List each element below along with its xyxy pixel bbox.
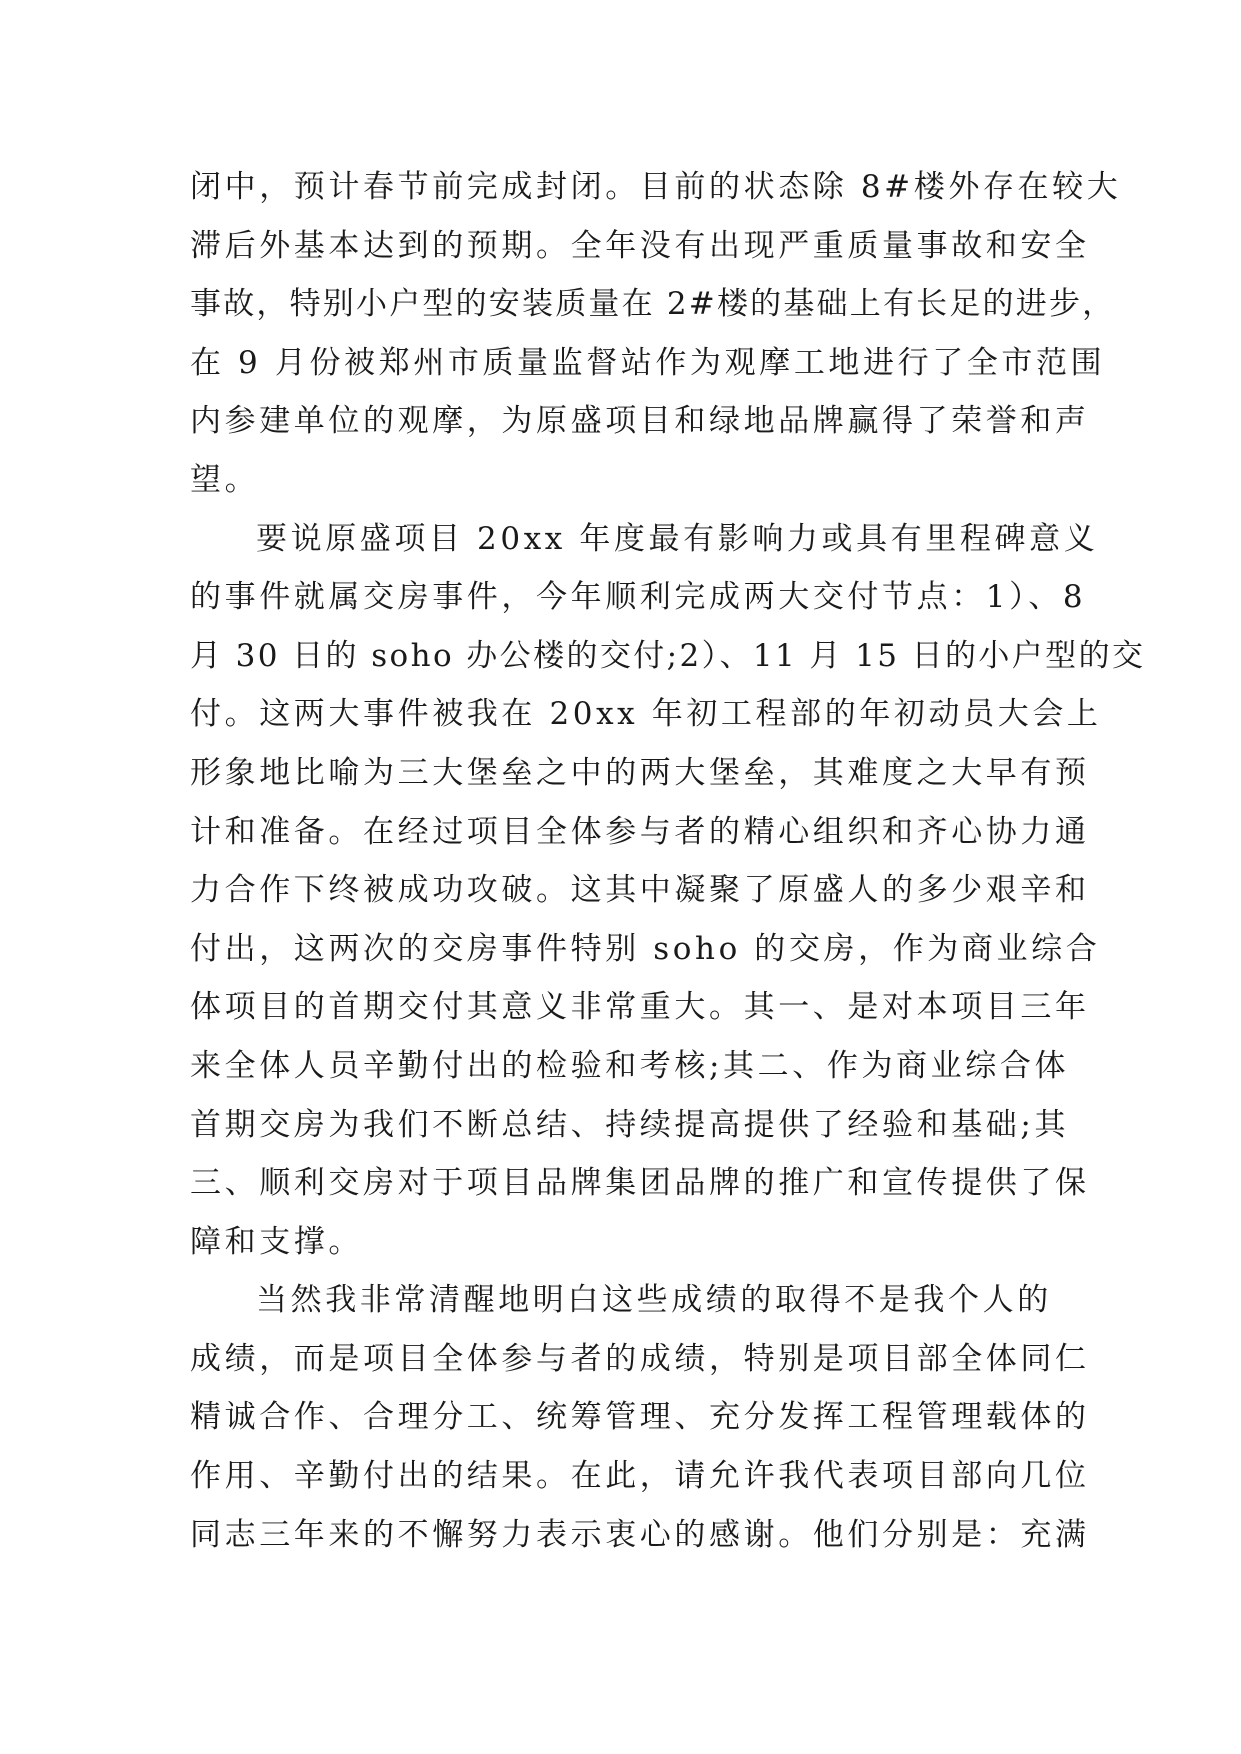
paragraph-1-line-1: 闭中，预计春节前完成封闭。目前的状态除 8#楼外存在较大 bbox=[190, 169, 1122, 205]
paragraph-2-line-3: 月 30 日的 soho 办公楼的交付;2）、11 月 15 日的小户型的交 bbox=[190, 637, 1146, 674]
paragraph-2-line-9: 体项目的首期交付其意义非常重大。其一、是对本项目三年 bbox=[190, 989, 1090, 1026]
paragraph-2-line-6: 计和准备。在经过项目全体参与者的精心组织和齐心协力通 bbox=[190, 813, 1090, 850]
paragraph-1-line-3: 事故，特别小户型的安装质量在 2#楼的基础上有长足的进步， bbox=[190, 286, 1116, 323]
paragraph-2-line-8: 付出，这两次的交房事件特别 soho 的交房，作为商业综合 bbox=[190, 930, 1101, 967]
paragraph-3-line-1: 当然我非常清醒地明白这些成绩的取得不是我个人的 bbox=[256, 1282, 1052, 1319]
paragraph-2-line-5: 形象地比喻为三大堡垒之中的两大堡垒，其难度之大早有预 bbox=[190, 754, 1090, 791]
paragraph-1-line-5: 内参建单位的观摩，为原盛项目和绿地品牌赢得了荣誉和声 bbox=[190, 403, 1090, 440]
paragraph-2-line-13: 障和支撑。 bbox=[190, 1223, 363, 1260]
paragraph-2-line-2: 的事件就属交房事件，今年顺利完成两大交付节点：1）、8 bbox=[190, 579, 1087, 616]
paragraph-1-line-2: 滞后外基本达到的预期。全年没有出现严重质量事故和安全 bbox=[190, 227, 1090, 264]
paragraph-2-line-1: 要说原盛项目 20xx 年度最有影响力或具有里程碑意义 bbox=[256, 520, 1099, 557]
paragraph-1-line-6: 望。 bbox=[190, 461, 260, 498]
paragraph-2-line-4: 付。这两大事件被我在 20xx 年初工程部的年初动员大会上 bbox=[190, 696, 1102, 733]
paragraph-3-line-3: 精诚合作、合理分工、统筹管理、充分发挥工程管理载体的 bbox=[190, 1399, 1090, 1436]
paragraph-2-line-11: 首期交房为我们不断总结、持续提高提供了经验和基础;其 bbox=[190, 1106, 1070, 1143]
document-body bbox=[190, 158, 1146, 1564]
paragraph-1-line-4: 在 9 月份被郑州市质量监督站作为观摩工地进行了全市范围 bbox=[190, 344, 1106, 381]
paragraph-3-line-5: 同志三年来的不懈努力表示衷心的感谢。他们分别是：充满 bbox=[190, 1516, 1090, 1553]
paragraph-2-line-10: 来全体人员辛勤付出的检验和考核;其二、作为商业综合体 bbox=[190, 1047, 1070, 1084]
paragraph-2-line-12: 三、顺利交房对于项目品牌集团品牌的推广和宣传提供了保 bbox=[190, 1165, 1090, 1202]
paragraph-3-line-2: 成绩，而是项目全体参与者的成绩，特别是项目部全体同仁 bbox=[190, 1340, 1090, 1377]
paragraph-2-line-7: 力合作下终被成功攻破。这其中凝聚了原盛人的多少艰辛和 bbox=[190, 872, 1090, 909]
paragraph-3-line-4: 作用、辛勤付出的结果。在此，请允许我代表项目部向几位 bbox=[190, 1458, 1090, 1495]
